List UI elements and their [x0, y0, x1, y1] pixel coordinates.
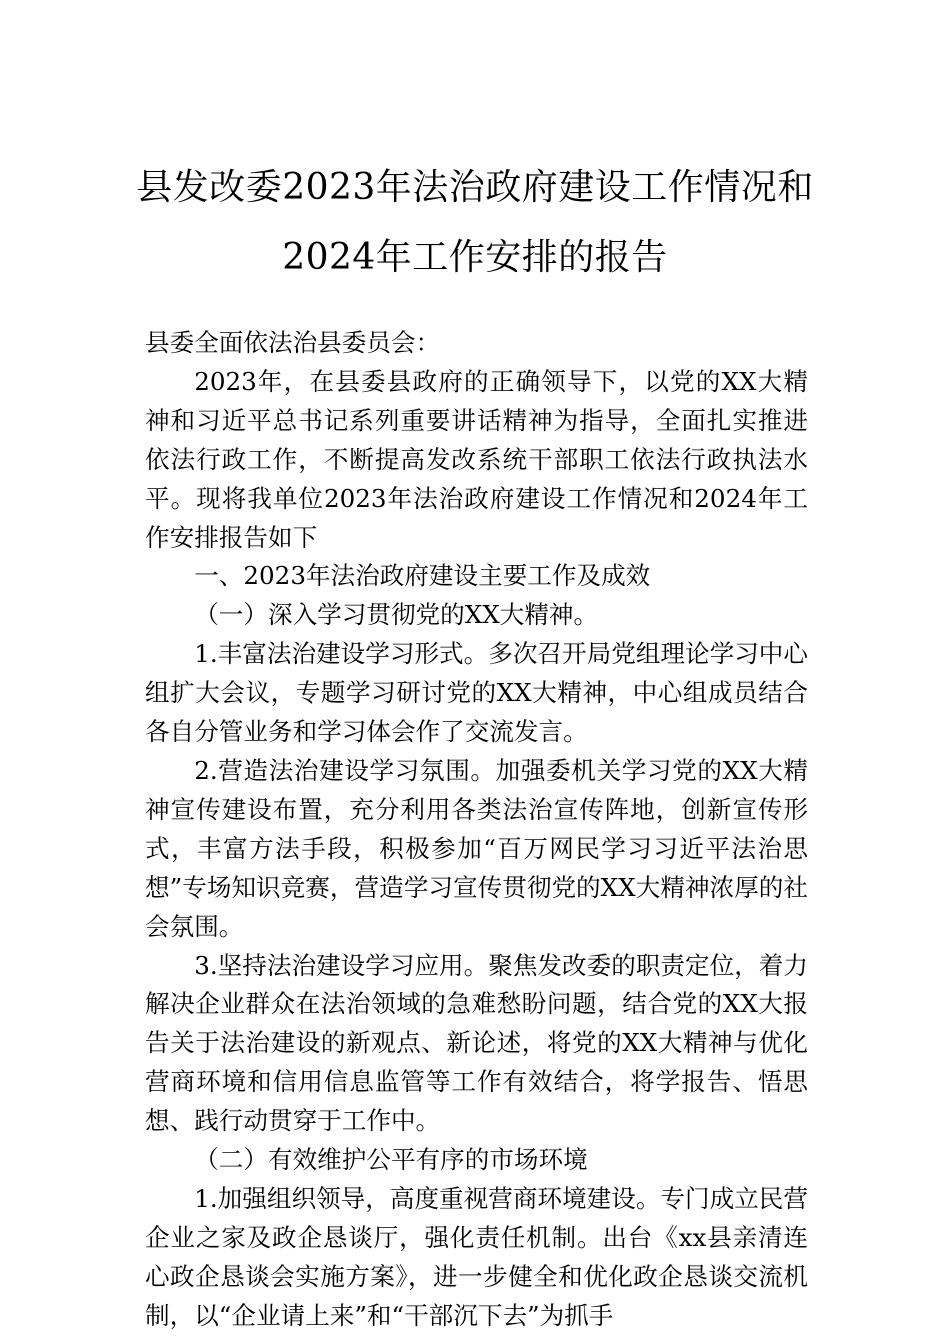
subsection-heading-1: （一）深入学习贯彻党的XX大精神。: [194, 600, 599, 630]
document-body: [145, 324, 808, 1336]
paragraph-item-1: 1.丰富法治建设学习形式。多次召开局党组理论学习中心组扩大会议，专题学习研讨党的XX大精神，中心组成员结合各自分管业务和学习体会作了交流发言。: [145, 639, 808, 747]
paragraph-item-2: 2.营造法治建设学习氛围。加强委机关学习党的XX大精神宣传建设布置，充分利用各类法治宣传阵地，创新宣传形式，丰富方法手段，积极参加“百万网民学习习近平法治思想”专场知识竞赛，营造学习宣传贯彻党的XX大精神浓厚的社会氛围。: [145, 755, 808, 941]
paragraph-intro: 2023年，在县委县政府的正确领导下，以党的XX大精神和习近平总书记系列重要讲话精神为指导，全面扎实推进依法行政工作，不断提高发改系统干部职工依法行政执法水平。现将我单位2023年法治政府建设工作情况和2024年工作安排报告如下: [145, 366, 808, 552]
section-heading-1: 一、2023年法治政府建设主要工作及成效: [194, 561, 651, 591]
subsection-heading-2: （二）有效维护公平有序的市场环境: [194, 1145, 588, 1175]
paragraph-item-3: 3.坚持法治建设学习应用。聚焦发改委的职责定位，着力解决企业群众在法治领域的急难愁盼问题，结合党的XX大报告关于法治建设的新观点、新论述，将党的XX大精神与优化营商环境和信用信息监管等工作有效结合，将学报告、悟思想、践行动贯穿于工作中。: [145, 950, 808, 1136]
document-title-line-1: 县发改委2023年法治政府建设工作情况和: [136, 167, 814, 208]
salutation: 县委全面依法治县委员会：: [145, 328, 441, 357]
document-title-line-2: 2024年工作安排的报告: [282, 237, 668, 278]
paragraph-item-4: 1.加强组织领导，高度重视营商环境建设。专门成立民营企业之家及政企恳谈厅，强化责任机制。出台《xx县亲清连心政企恳谈会实施方案》，进一步健全和优化政企恳谈交流机制，以“企业请上来”和“干部沉下去”为抓手: [145, 1183, 808, 1330]
